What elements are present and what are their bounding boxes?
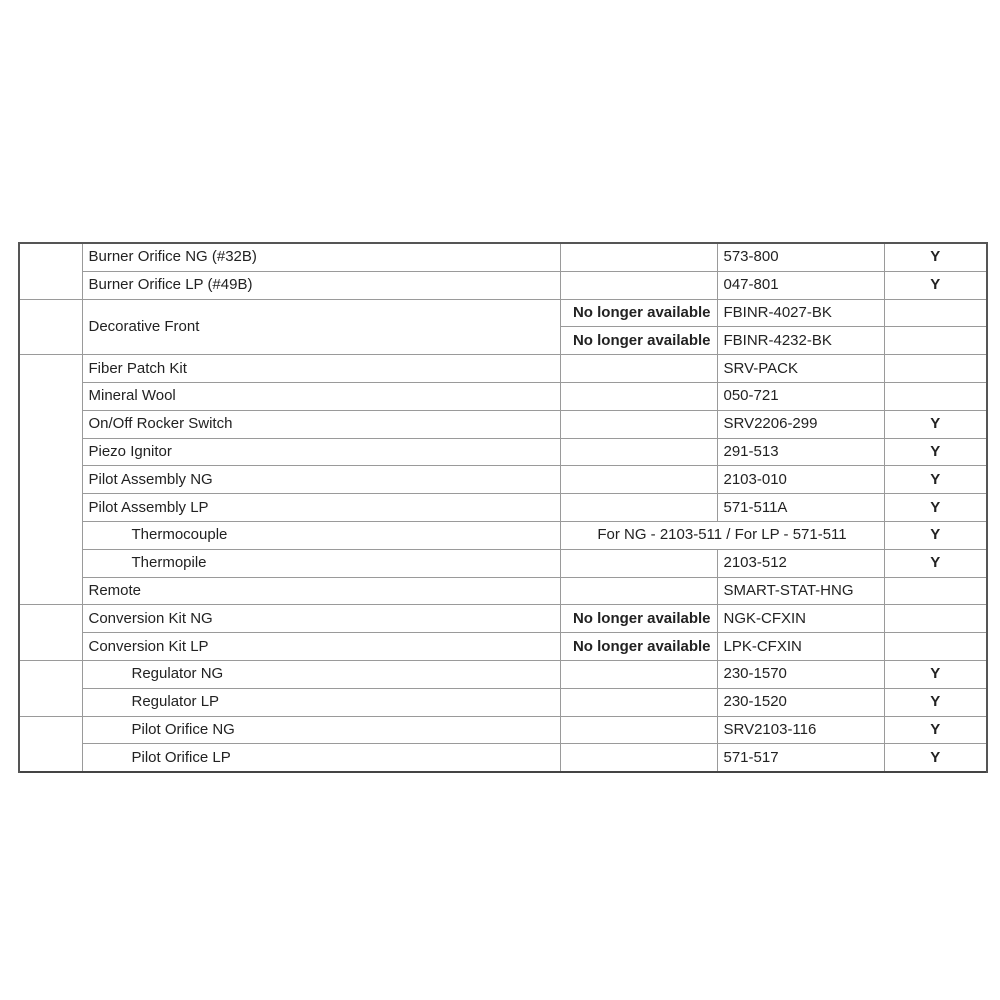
- ref-cell: [19, 355, 82, 605]
- note-cell: No longer available: [560, 605, 717, 633]
- note-cell: For NG - 2103-511 / For LP - 571-511: [560, 521, 884, 549]
- availability-cell: Y: [884, 688, 987, 716]
- table-row: [19, 549, 987, 577]
- description-cell: Pilot Orifice NG: [82, 716, 560, 744]
- table-row: [19, 355, 987, 383]
- note-cell: [560, 438, 717, 466]
- note-cell: [560, 549, 717, 577]
- part-number-cell: 571-517: [717, 744, 884, 772]
- description-cell: Fiber Patch Kit: [82, 355, 560, 383]
- description-cell: Regulator LP: [82, 688, 560, 716]
- table-row: [19, 660, 987, 688]
- part-number-cell: SRV-PACK: [717, 355, 884, 383]
- description-cell: Burner Orifice LP (#49B): [82, 271, 560, 299]
- part-number-cell: 571-511A: [717, 494, 884, 522]
- ref-cell: [19, 243, 82, 299]
- availability-cell: [884, 355, 987, 383]
- note-cell: No longer available: [560, 633, 717, 661]
- table-row: [19, 716, 987, 744]
- table-row: [19, 410, 987, 438]
- description-cell: Pilot Orifice LP: [82, 744, 560, 772]
- availability-cell: Y: [884, 438, 987, 466]
- part-number-cell: FBINR-4232-BK: [717, 327, 884, 355]
- table-row: [19, 438, 987, 466]
- ref-cell: [19, 716, 82, 772]
- note-cell: No longer available: [560, 299, 717, 327]
- note-cell: [560, 271, 717, 299]
- part-number-cell: 230-1520: [717, 688, 884, 716]
- table-row: [19, 521, 987, 549]
- availability-cell: [884, 633, 987, 661]
- part-number-cell: LPK-CFXIN: [717, 633, 884, 661]
- note-cell: [560, 660, 717, 688]
- availability-cell: Y: [884, 271, 987, 299]
- part-number-cell: SMART-STAT-HNG: [717, 577, 884, 605]
- part-number-cell: 291-513: [717, 438, 884, 466]
- part-number-cell: FBINR-4027-BK: [717, 299, 884, 327]
- availability-cell: [884, 299, 987, 327]
- description-cell: Piezo Ignitor: [82, 438, 560, 466]
- availability-cell: Y: [884, 410, 987, 438]
- part-number-cell: SRV2103-116: [717, 716, 884, 744]
- description-cell: Conversion Kit NG: [82, 605, 560, 633]
- note-cell: [560, 466, 717, 494]
- table-row: [19, 382, 987, 410]
- availability-cell: [884, 577, 987, 605]
- table-row: [19, 494, 987, 522]
- note-cell: [560, 355, 717, 383]
- note-cell: [560, 577, 717, 605]
- note-cell: [560, 494, 717, 522]
- note-cell: [560, 382, 717, 410]
- parts-table: [18, 242, 988, 773]
- table-row: [19, 744, 987, 772]
- note-cell: [560, 243, 717, 271]
- availability-cell: Y: [884, 660, 987, 688]
- part-number-cell: 230-1570: [717, 660, 884, 688]
- ref-cell: [19, 660, 82, 716]
- note-cell: [560, 410, 717, 438]
- availability-cell: Y: [884, 716, 987, 744]
- availability-cell: Y: [884, 466, 987, 494]
- availability-cell: Y: [884, 243, 987, 271]
- part-number-cell: 573-800: [717, 243, 884, 271]
- table-row: [19, 633, 987, 661]
- table-row: [19, 688, 987, 716]
- description-cell: Conversion Kit LP: [82, 633, 560, 661]
- note-cell: [560, 688, 717, 716]
- availability-cell: Y: [884, 494, 987, 522]
- part-number-cell: 2103-010: [717, 466, 884, 494]
- description-cell: Burner Orifice NG (#32B): [82, 243, 560, 271]
- table-row: [19, 271, 987, 299]
- part-number-cell: 2103-512: [717, 549, 884, 577]
- availability-cell: Y: [884, 744, 987, 772]
- description-cell: On/Off Rocker Switch: [82, 410, 560, 438]
- description-cell: Mineral Wool: [82, 382, 560, 410]
- ref-cell: [19, 605, 82, 661]
- part-number-cell: SRV2206-299: [717, 410, 884, 438]
- availability-cell: [884, 382, 987, 410]
- description-cell: Pilot Assembly NG: [82, 466, 560, 494]
- note-cell: [560, 744, 717, 772]
- note-cell: No longer available: [560, 327, 717, 355]
- table-row: [19, 466, 987, 494]
- table-row: [19, 605, 987, 633]
- description-cell: Remote: [82, 577, 560, 605]
- availability-cell: [884, 327, 987, 355]
- description-cell: Thermocouple: [82, 521, 560, 549]
- ref-cell: [19, 299, 82, 355]
- part-number-cell: NGK-CFXIN: [717, 605, 884, 633]
- description-cell: Decorative Front: [82, 299, 560, 355]
- table-row: [19, 299, 987, 327]
- availability-cell: Y: [884, 549, 987, 577]
- part-number-cell: 047-801: [717, 271, 884, 299]
- availability-cell: [884, 605, 987, 633]
- description-cell: Pilot Assembly LP: [82, 494, 560, 522]
- description-cell: Thermopile: [82, 549, 560, 577]
- table-row: [19, 243, 987, 271]
- note-cell: [560, 716, 717, 744]
- availability-cell: Y: [884, 521, 987, 549]
- part-number-cell: 050-721: [717, 382, 884, 410]
- description-cell: Regulator NG: [82, 660, 560, 688]
- table-row: [19, 577, 987, 605]
